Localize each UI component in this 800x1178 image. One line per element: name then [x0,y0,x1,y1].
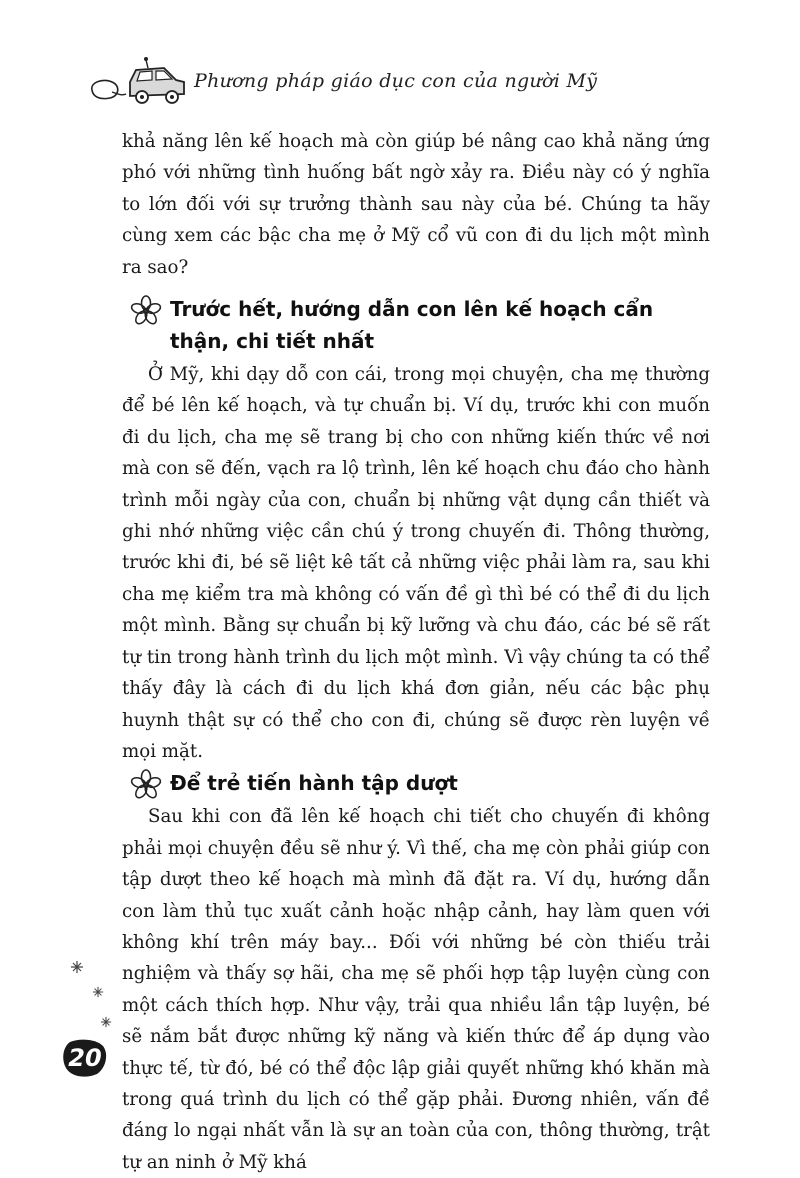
sparkle-icon [92,986,104,998]
page-number [62,1038,108,1078]
section-heading-text: Trước hết, hướng dẫn con lên kế hoạch cẩn thận, chi tiết nhất [170,297,654,354]
page-number-text: 20 [68,1044,102,1072]
running-header-title: Phương pháp giáo dục con của người Mỹ [194,70,598,92]
paragraph: Sau khi con đã lên kế hoạch chi tiết cho chuyến đi không phải mọi chuyện đều sẽ như ý. Vì thế, cha mẹ còn phải giúp con tập dượt theo kế hoạch mà mình đã đặt ra. Ví dụ, hướng dẫn con làm thủ tục xuất cảnh hoặc nhập cảnh, hay làm quen với không khí trên máy bay... Đối với những bé còn thiếu trải nghiệm và thấy sợ hãi, cha mẹ sẽ phối hợp tập luyện cùng con một cách thích hợp. Như vậy, trải qua nhiều lần tập luyện, bé sẽ nắm bắt được những kỹ năng và kiến thức để áp dụng vào thực tế, từ đó, bé có thể độc lập giải quyết những khó khăn mà trong quá trình du lịch có thể gặp phải. Đương nhiên, vấn đề đáng lo ngại nhất vẫn là sự an toàn của con, thông thường, trật tự an ninh ở Mỹ khá [122,806,710,1173]
car-doodle-icon [86,52,196,112]
page-body [122,126,710,1178]
section-heading-text: Để trẻ tiến hành tập dượt [170,771,458,796]
sparkle-icon [70,960,84,974]
flower-icon [128,769,164,801]
paragraph-continued: khả năng lên kế hoạch mà còn giúp bé nâng cao khả năng ứng phó với những tình huống bất ngờ xảy ra. Điều này có ý nghĩa to lớn đối với sự trưởng thành sau này của bé. Chúng ta hãy cùng xem các bậc cha mẹ ở Mỹ cổ vũ con đi du lịch một mình ra sao? [122,131,710,278]
flower-icon [128,295,164,327]
section-heading [122,293,710,357]
page-header [86,52,726,112]
section-heading [122,767,710,799]
sparkle-icon [100,1016,112,1028]
paragraph: Ở Mỹ, khi dạy dỗ con cái, trong mọi chuyện, cha mẹ thường để bé lên kế hoạch, và tự chuẩn bị. Ví dụ, trước khi con muốn đi du lịch, cha mẹ sẽ trang bị cho con những kiến thức về nơi mà con sẽ đến, vạch ra lộ trình, lên kế hoạch chu đáo cho hành trình mỗi ngày của con, chuẩn bị những vật dụng cần thiết và ghi nhớ những việc cần chú ý trong chuyến đi. Thông thường, trước khi đi, bé sẽ liệt kê tất cả những việc phải làm ra, sau khi cha mẹ kiểm tra mà không có vấn đề gì thì bé có thể đi du lịch một mình. Bằng sự chuẩn bị kỹ lưỡng và chu đáo, các bé sẽ rất tự tin trong hành trình du lịch một mình. Vì vậy chúng ta có thể thấy đây là cách đi du lịch khá đơn giản, nếu các bậc phụ huynh thật sự có thể cho con đi, chúng sẽ được rèn luyện về mọi mặt. [122,364,710,762]
